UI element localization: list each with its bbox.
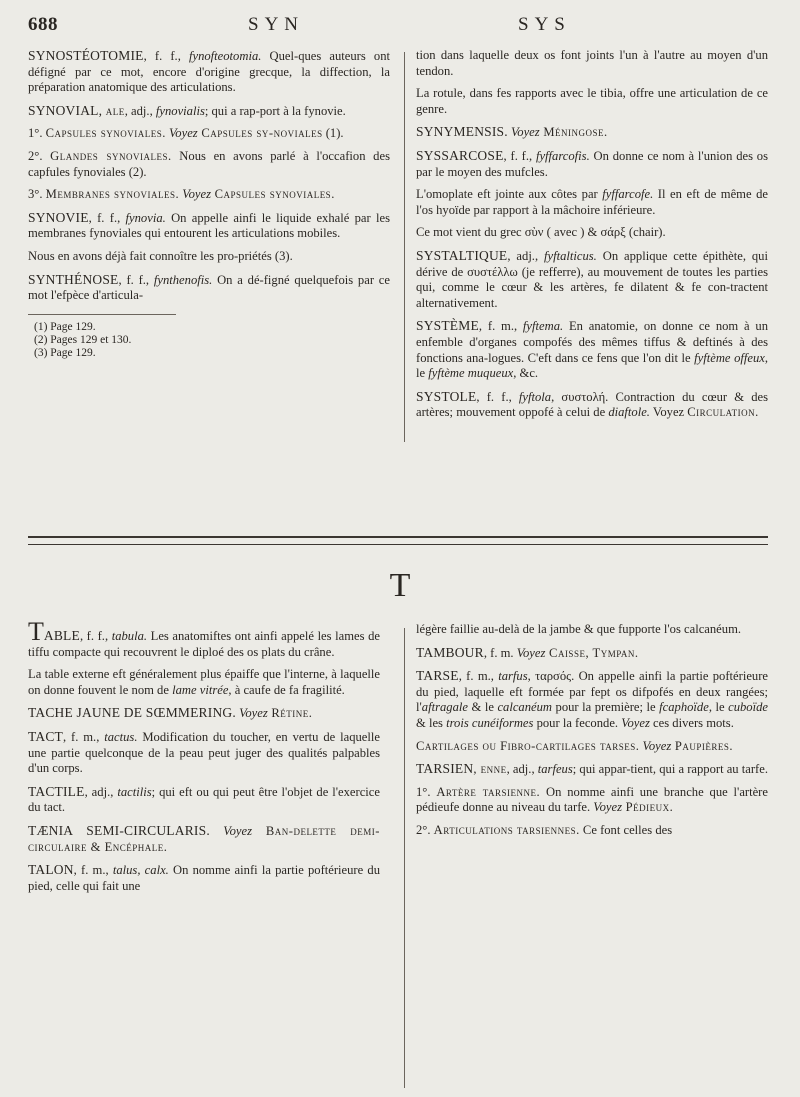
column-divider-bottom [404, 628, 405, 1088]
column-top-left [28, 48, 390, 360]
entry-tact: TACT, f. m., tactus. Modification du toucher, en vertu de laquelle une partie quelconque de la peau peut juger des qualités palpables d'un corps. [28, 728, 380, 776]
entry-tarsien: TARSIEN, enne, adj., tarfeus; qui appar-tient, qui a rapport au tarfe. [416, 761, 768, 777]
entry-articulations-tarsiennes: 2°. Articulations tarsiennes. Ce font celles des [416, 822, 673, 837]
entry-artere-tarsienne: 1°. Artère tarsienne. On nomme ainfi une branche que l'artère pédieufe donne au niveau du tarfe. Voyez Pédieux. [416, 784, 768, 815]
running-head-right: SYS [518, 14, 571, 35]
entry-synosteotomie: SYNOSTÉOTOMIE, f. f., fynofteotomia. Quel-ques auteurs ont défigné par ce mot, encore d'origine grecque, la diffection, la préparation anatomique des articulations. [28, 48, 390, 95]
section-divider [28, 536, 768, 545]
entry-talon: TALON, f. m., talus, calx. On nomme ainfi la partie poftérieure du pied, celle qui fait une [28, 862, 381, 893]
entry-table: TABLE, f. f., tabula. Les anatomiftes ont ainfi appelé les lames de tiffu compacte qui recouvrent le diploé des os plats du crâne. [28, 617, 380, 659]
column-bottom-left [28, 617, 381, 901]
footnote-rule [28, 314, 176, 315]
entry-synovial-item-3: 3°. Membranes synoviales. Voyez Capsules synoviales. [28, 187, 335, 202]
entry-tache-jaune: TACHE JAUNE DE SŒMMERING. Voyez Rétine. [28, 705, 313, 721]
column-top-right [416, 48, 768, 428]
entry-cemot: Ce mot vient du grec σὺν ( avec ) & σάρξ (chair). [416, 225, 666, 240]
entry-talon-cont: légère faillie au-delà de la jambe & que fupporte l'os calcanéum. [416, 622, 742, 636]
entry-synovial: SYNOVIAL, ale, adj., fynovialis; qui a rap-port à la fynovie. [28, 102, 346, 118]
entry-systole: SYSTOLE, f. f., fyftola, συστολή. Contraction du cœur & des artères; mouvement oppofé à celui de diaftole. Voyez Circulation. [416, 388, 768, 420]
entry-systeme: SYSTÈME, f. m., fyftema. En anatomie, on donne ce nom à un enfemble d'organes compofés des mêmes tiffus & deftinés à des fonctions ana-logues. C'eft dans ce fens que l'on dit le fyftème offeux, le fyftème muqueux, &c. [416, 318, 768, 381]
entry-synovial-item-2: 2°. Glandes synoviales. Nous en avons parlé à l'occafion des capfules fynoviales (2). [28, 148, 390, 179]
entry-rotule: La rotule, dans fes rapports avec le tibia, offre une articulation de ce genre. [416, 86, 768, 116]
entry-tactile: TACTILE, adj., tactilis; qui eft ou qui peut être l'objet de l'exercice du tact. [28, 783, 380, 815]
entry-cartilages-tarses: Cartilages ou Fibro-cartilages tarses. Voyez Paupières. [416, 738, 734, 753]
entry-synovie: SYNOVIE, f. f., fynovia. On appelle ainfi le liquide exhalé par les membranes fynoviales qui entourent les articulations mobiles. [28, 209, 390, 241]
entry-synovial-item-1: 1°. Capsules synoviales. Voyez Capsules sy-noviales (1). [28, 126, 344, 141]
entry-table-cont: La table externe eft généralement plus épaiffe que l'interne, à laquelle on donne fouvent le nom de lame vitrée, à caufe de fa fragilité. [28, 667, 380, 697]
entry-synovie-cont: Nous en avons déjà fait connoître les pro-priétés (3). [28, 248, 293, 263]
entry-taenia: TÆNIA SEMI-CIRCULARIS. Voyez Ban-delette demi-circulaire & Encéphale. [28, 822, 380, 854]
entry-systaltique: SYSTALTIQUE, adj., fyftalticus. On applique cette épithète, qui dérive de συστέλλω (je refferre), au mouvement de toutes les parties qui, comme le cœur & les artères, fe dilatent & fe con-tractent alternativement. [416, 247, 768, 310]
entry-syssarcose: SYSSARCOSE, f. f., fyffarcofis. On donne ce nom à l'union des os par le moyen des mufcles. [416, 147, 768, 179]
column-bottom-right [416, 622, 768, 846]
entry-omoplate: L'omoplate eft jointe aux côtes par fyffarcofe. Il en eft de même de l'os hyoïde par rapport à la mâchoire inférieure. [416, 187, 768, 217]
footnote-2: (2) Pages 129 et 130. [34, 333, 132, 346]
entry-tambour: TAMBOUR, f. m. Voyez Caisse, Tympan. [416, 644, 639, 660]
running-head-left: SYN [248, 14, 305, 35]
section-letter: T [389, 567, 411, 604]
column-divider-top [404, 52, 405, 442]
footnote-3: (3) Page 129. [34, 346, 96, 359]
entry-synthenose-cont: tion dans laquelle deux os font joints l'un à l'autre au moyen d'un tendon. [416, 48, 768, 78]
page-number: 688 [28, 14, 58, 35]
entry-synymensis: SYNYMENSIS. Voyez Méningose. [416, 124, 608, 140]
page-header [28, 14, 768, 48]
footnote-1: (1) Page 129. [34, 320, 96, 333]
entry-tarse: TARSE, f. m., tarfus, ταρσός. On appelle ainfi la partie poftérieure du pied, laquelle eft formée par fept os difpofés en deux rangées; l'aftragale & le calcanéum pour la première; le fcaphoïde, le cuboïde & les trois cunéiformes pour la feconde. Voyez ces divers mots. [416, 668, 769, 730]
entry-synthenose: SYNTHÉNOSE, f. f., fynthenofis. On a dé-figné quelquefois par ce mot l'efpèce d'articula- [28, 271, 390, 303]
drop-cap: T [28, 617, 44, 646]
footnotes [28, 321, 390, 360]
